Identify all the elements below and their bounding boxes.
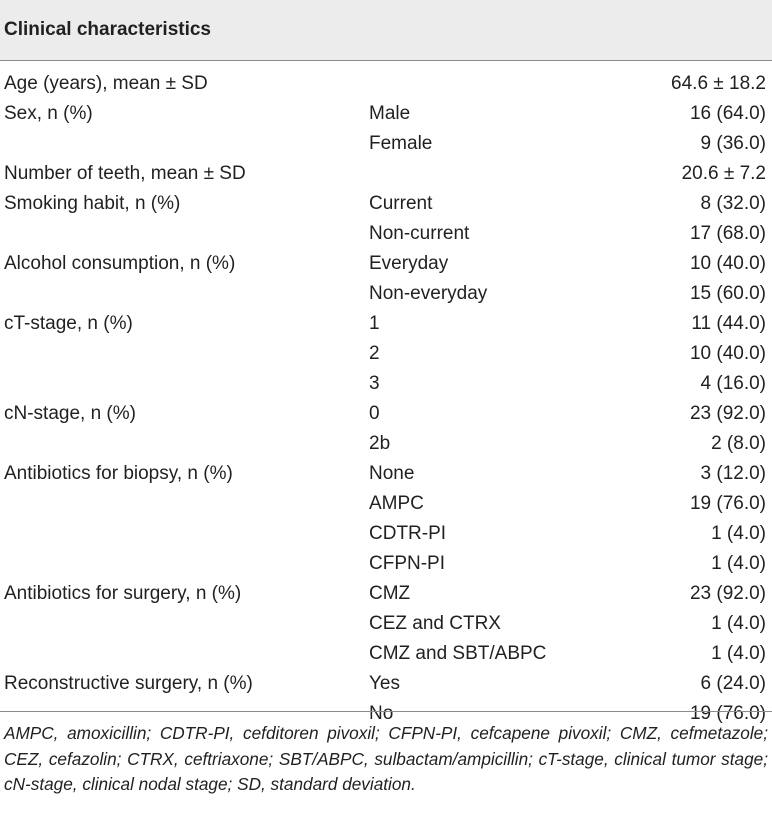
category-cell: 0 [369, 403, 380, 424]
value-cell: 1 (4.0) [711, 643, 766, 664]
characteristic-cell: Number of teeth, mean ± SD [4, 163, 246, 184]
value-cell: 19 (76.0) [689, 493, 766, 514]
table-row [0, 609, 772, 639]
category-cell: 1 [369, 313, 380, 334]
table-row [0, 69, 772, 99]
value-cell: 10 (40.0) [689, 343, 766, 364]
value-cell: 9 (36.0) [700, 133, 766, 154]
table-row [0, 519, 772, 549]
characteristic-cell: Antibiotics for biopsy, n (%) [4, 463, 233, 484]
value-cell: 11 (44.0) [691, 313, 766, 334]
table-row [0, 489, 772, 519]
table-row [0, 549, 772, 579]
characteristic-cell: Sex, n (%) [4, 103, 93, 124]
value-cell: 3 (12.0) [700, 463, 766, 484]
category-cell: AMPC [369, 493, 424, 514]
characteristic-cell: Antibiotics for surgery, n (%) [4, 583, 242, 604]
value-cell: 23 (92.0) [689, 583, 766, 604]
characteristic-cell: Alcohol consumption, n (%) [4, 253, 236, 274]
table-row [0, 459, 772, 489]
table-header-title: Clinical characteristics [4, 19, 211, 40]
characteristic-cell: cT-stage, n (%) [4, 313, 133, 334]
table-row [0, 99, 772, 129]
table-row [0, 159, 772, 189]
table-row [0, 669, 772, 699]
value-cell: 20.6 ± 7.2 [681, 163, 766, 184]
table-row [0, 249, 772, 279]
category-cell: Non-everyday [369, 283, 488, 304]
table-row [0, 429, 772, 459]
characteristic-cell: cN-stage, n (%) [4, 403, 136, 424]
category-cell: 2b [369, 433, 391, 454]
category-cell: CFPN-PI [369, 553, 445, 574]
category-cell: Current [369, 193, 433, 214]
table-row [0, 369, 772, 399]
value-cell: 23 (92.0) [689, 403, 766, 424]
value-cell: 64.6 ± 18.2 [671, 73, 766, 94]
value-cell: 16 (64.0) [689, 103, 766, 124]
value-cell: 10 (40.0) [689, 253, 766, 274]
value-cell: 15 (60.0) [689, 283, 766, 304]
category-cell: None [369, 463, 415, 484]
category-cell: 2 [369, 343, 380, 364]
table-row [0, 189, 772, 219]
category-cell: CMZ and SBT/ABPC [369, 643, 547, 664]
value-cell: 4 (16.0) [700, 373, 766, 394]
table-row [0, 309, 772, 339]
category-cell: Female [369, 133, 433, 154]
category-cell: Non-current [369, 223, 470, 244]
bottom-rule [0, 711, 772, 712]
characteristic-cell: Smoking habit, n (%) [4, 193, 181, 214]
table-row [0, 279, 772, 309]
value-cell: 19 (76.0) [689, 703, 766, 724]
category-cell: CMZ [369, 583, 411, 604]
table-row [0, 219, 772, 249]
table-body [0, 69, 772, 729]
value-cell: 1 (4.0) [711, 523, 766, 544]
table-row [0, 339, 772, 369]
table-row [0, 639, 772, 669]
table-row [0, 399, 772, 429]
category-cell: Male [369, 103, 411, 124]
value-cell: 6 (24.0) [700, 673, 766, 694]
category-cell: Yes [369, 673, 400, 694]
value-cell: 1 (4.0) [711, 613, 766, 634]
value-cell: 1 (4.0) [711, 553, 766, 574]
value-cell: 17 (68.0) [689, 223, 766, 244]
category-cell: CEZ and CTRX [369, 613, 501, 634]
value-cell: 2 (8.0) [711, 433, 766, 454]
table-row [0, 579, 772, 609]
table-header [0, 0, 772, 60]
table-row [0, 129, 772, 159]
category-cell: No [369, 703, 394, 724]
category-cell: CDTR-PI [369, 523, 447, 544]
characteristic-cell: Reconstructive surgery, n (%) [4, 673, 253, 694]
category-cell: 3 [369, 373, 380, 394]
characteristic-cell: Age (years), mean ± SD [4, 73, 208, 94]
table-footnote: AMPC, amoxicillin; CDTR-PI, cefditoren pivoxil; CFPN-PI, cefcapene pivoxil; CMZ, cefmetazole; CEZ, cefazolin; CTRX, ceftriaxone; SBT/ABPC, sulbactam/ampicillin; cT-stage, clinical tumor stage; cN-stage, clinical nodal stage; SD, standard deviation. [4, 723, 768, 794]
value-cell: 8 (32.0) [700, 193, 766, 214]
header-rule [0, 60, 772, 61]
category-cell: Everyday [369, 253, 449, 274]
